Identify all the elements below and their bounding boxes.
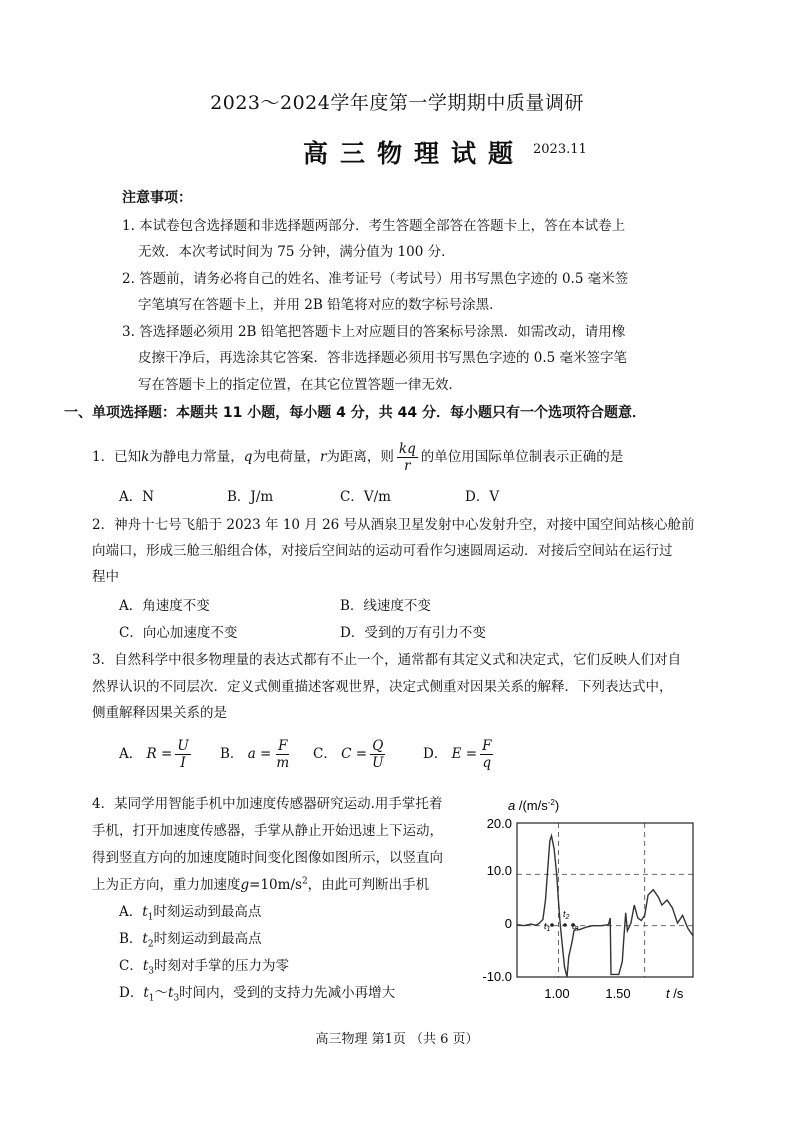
x-axis-label: t /s xyxy=(666,986,684,1001)
question-4-option-d: D．$t_1\sim t_3$时间内，受到的支持力先减小再增大 xyxy=(119,985,396,1004)
y-tick-label: -10.0 xyxy=(482,969,512,984)
question-3-line-1: 3．自然科学中很多物理量的表达式都有不止一个，通常都有其定义式和决定式，它们反映人们对自 xyxy=(92,652,682,668)
note-3-line-1: 3. 答选择题必须用 2B 铅笔把答题卡上对应题目的答案标号涂黑．如需改动，请用橡 xyxy=(122,324,626,340)
question-4-line-4: 上为正方向，重力加速度$g=10m/s^2$，由此可判断出手机 xyxy=(92,876,430,893)
page-footer: 高三物理 第1页 （共 6 页） xyxy=(315,1032,479,1047)
question-2-option-b: B．线速度不变 xyxy=(340,598,431,614)
t2-point-marker xyxy=(563,923,567,927)
question-4-option-a: A．$t_1$时刻运动到最高点 xyxy=(119,904,262,923)
y-axis-label: a $/(m/s^{-2})$ xyxy=(508,798,560,813)
x-tick-label: 1.00 xyxy=(544,986,570,1001)
notes-heading: 注意事项： xyxy=(122,190,192,206)
question-3-line-3: 侧重解释因果关系的是 xyxy=(92,705,227,721)
question-2-line-1: 2．神舟十七号飞船于 2023 年 10 月 26 号从酒泉卫星发射中心发射升空，对接中国空间站核心舱前 xyxy=(92,517,695,533)
question-4-line-2: 手机，打开加速度传感器，手掌从静止开始迅速上下运动， xyxy=(92,823,443,839)
question-3-option-b: B． a = $\frac{F}{m}$ xyxy=(220,738,290,771)
note-3-line-3: 写在答题卡上的指定位置，在其它位置答题一律无效． xyxy=(138,377,462,393)
question-3-line-2: 然界认识的不同层次．定义式侧重描述客观世界，决定式侧重对因果关系的解释．下列表达式中， xyxy=(92,679,673,695)
t3-point-label: 3 xyxy=(574,926,579,933)
acceleration-time-chart xyxy=(468,790,708,1005)
y-tick-label: 20.0 xyxy=(486,816,512,831)
question-4-option-c: C．$t_3$时刻对手掌的压力为零 xyxy=(119,958,290,977)
y-tick-label: 10.0 xyxy=(486,863,512,878)
question-3-option-c: C． C = $\frac{Q}{U}$ xyxy=(313,738,384,771)
question-1-option-d: D．V xyxy=(465,489,500,505)
question-2-line-2: 向端口，形成三舱三船组合体，对接后空间站的运动可看作匀速圆周运动．对接后空间站在运行过 xyxy=(92,543,673,559)
question-2-option-d: D．受到的万有引力不变 xyxy=(340,625,486,641)
note-2-line-2: 字笔填写在答题卡上，并用 2B 铅笔将对应的数字标号涂黑． xyxy=(138,297,503,313)
note-2-line-1: 2. 答题前，请务必将自己的姓名、准考证号（考试号）用书写黑色字迹的 0.5 毫米签 xyxy=(122,271,629,287)
t1-point-marker xyxy=(550,923,554,927)
question-1-stem: 1．已知k为静电力常量，q为电荷量，r为距离，则 $\frac{kq}{r}$ 的单位用国际单位制表示正确的是 xyxy=(92,441,624,474)
kq-over-r-fraction: $\frac{kq}{r}$ xyxy=(398,441,416,474)
question-3-option-d: D． E = $\frac{F}{q}$ xyxy=(423,738,492,771)
x-tick-label: 1.50 xyxy=(605,986,631,1001)
note-1-line-1: 1. 本试卷包含选择题和非选择题两部分．考生答题全部答在答题卡上，答在本试卷上 xyxy=(122,218,626,234)
question-4-line-3: 得到竖直方向的加速度随时间变化图像如图所示，以竖直向 xyxy=(92,850,443,866)
question-1-option-c: C．V/m xyxy=(340,489,391,505)
question-1-option-a: A．N xyxy=(119,489,155,505)
acceleration-series-line xyxy=(517,836,693,977)
exam-date: 2023.11 xyxy=(533,142,587,157)
t1-point-label: $t_1$ xyxy=(544,921,551,933)
question-4-line-1: 4．某同学用智能手机中加速度传感器研究运动.用手掌托着 xyxy=(92,796,443,812)
t2-point-label: $t_2$ xyxy=(563,909,570,921)
y-tick-label: 0 xyxy=(504,916,512,931)
note-3-line-2: 皮擦干净后，再选涂其它答案．答非选择题必须用书写黑色字迹的 0.5 毫米签字笔 xyxy=(138,350,628,366)
question-3-option-a: A． R = $\frac{U}{I}$ xyxy=(119,738,189,771)
t3-point-marker xyxy=(571,923,575,927)
question-2-option-c: C．向心加速度不变 xyxy=(119,625,238,641)
note-1-line-2: 无效．本次考试时间为 75 分钟，满分值为 100 分． xyxy=(138,244,455,260)
question-2-line-3: 程中 xyxy=(92,569,119,585)
exam-subtitle: 高三物理试题 xyxy=(303,139,526,168)
question-1-option-b: B．J/m xyxy=(227,489,274,505)
exam-title: 2023～2024学年度第一学期期中质量调研 xyxy=(210,92,584,114)
section-1-heading: 一、单项选择题：本题共 11 小题，每小题 4 分，共 44 分．每小题只有一个选项符合题意． xyxy=(64,405,646,421)
question-2-option-a: A．角速度不变 xyxy=(119,598,210,614)
question-4-option-b: B．$t_2$时刻运动到最高点 xyxy=(119,931,262,950)
